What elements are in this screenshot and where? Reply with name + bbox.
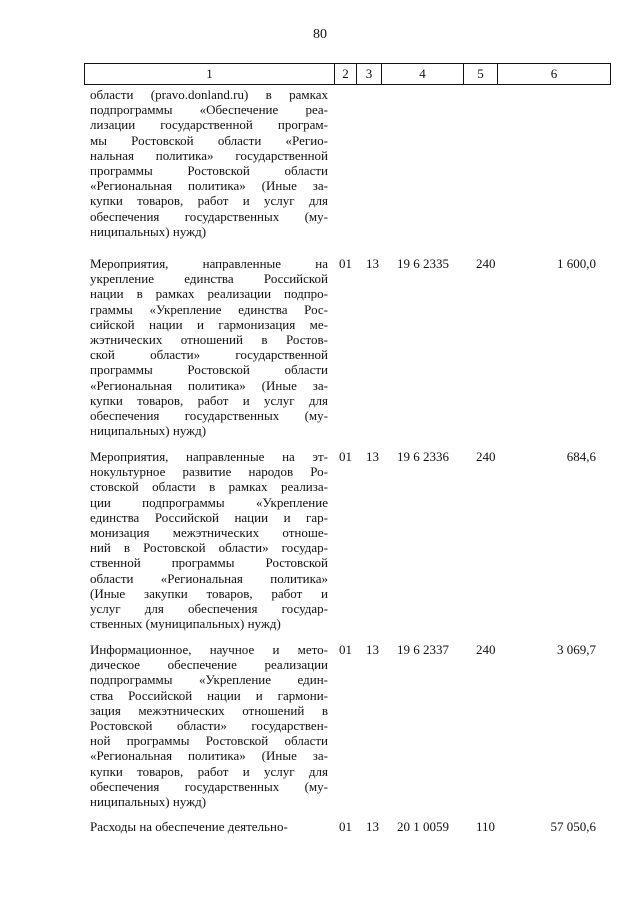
description-line: лизации государственной програм- — [90, 117, 328, 133]
expense-type-code: 110 — [476, 819, 496, 834]
subsection-code: 13 — [366, 256, 379, 271]
expense-type-code: 240 — [476, 642, 496, 657]
subsection-code: 13 — [366, 642, 379, 657]
description-line: обеспечения государственных (му- — [90, 408, 328, 424]
target-article-code: 19 6 2336 — [397, 449, 449, 464]
header-col-5: 5 — [464, 64, 498, 84]
description-line: купки товаров, работ и услуг для — [90, 392, 328, 408]
description-line: обеспечения государственных (му- — [90, 778, 328, 794]
table-header — [84, 63, 611, 85]
header-col-1: 1 — [85, 64, 335, 84]
description-line: нокультурное развитие народов Ро- — [90, 464, 328, 480]
description-line: монизация межэтнических отноше- — [90, 525, 328, 541]
description-line: ской области» государственной — [90, 347, 328, 363]
description-line: программы Ростовской области — [90, 163, 328, 179]
row-description — [90, 256, 328, 438]
description-line: программы Ростовской области — [90, 362, 328, 378]
description-line: зация межэтнических отношений в — [90, 702, 328, 718]
target-article-code: 19 6 2335 — [397, 256, 449, 271]
description-line: нальная политика» государственной — [90, 147, 328, 163]
section-code: 01 — [339, 256, 352, 271]
description-line: ной программы Ростовской области — [90, 733, 328, 749]
description-line: ний в Ростовской области» государ- — [90, 540, 328, 556]
description-line: ниципальных) нужд) — [90, 423, 207, 439]
description-line: обеспечения государственных (му- — [90, 208, 328, 224]
description-line: стовской области в рамках реализа- — [90, 479, 328, 495]
row-description — [90, 819, 328, 834]
description-line: ства Российской нации и гармони- — [90, 687, 328, 703]
amount: 1 600,0 — [557, 256, 596, 271]
amount: 57 050,6 — [550, 819, 596, 834]
header-col-2: 2 — [335, 64, 357, 84]
target-article-code: 19 6 2337 — [397, 642, 449, 657]
description-line: Информационное, научное и мето- — [90, 642, 328, 657]
description-line: мы Ростовской области «Регио- — [90, 132, 328, 148]
header-col-6: 6 — [550, 66, 558, 81]
section-code: 01 — [339, 449, 352, 464]
description-line: купки товаров, работ и услуг для — [90, 763, 328, 779]
expense-type-code: 240 — [476, 256, 496, 271]
row-description — [90, 87, 328, 239]
description-line: ственной программы Ростовской — [90, 555, 328, 571]
description-line: купки товаров, работ и услуг для — [90, 193, 328, 209]
description-line: Мероприятия, направленные на — [90, 256, 328, 271]
row-description — [90, 642, 328, 809]
description-line: (Иные закупки товаров, работ и — [90, 585, 328, 601]
description-line: ственных (муниципальных) нужд) — [90, 616, 281, 632]
header-col-4: 4 — [382, 64, 464, 84]
description-line: услуг для обеспечения государ- — [90, 601, 328, 617]
description-line: дическое обеспечение реализации — [90, 657, 328, 673]
description-line: области «Региональная политика» — [90, 570, 328, 586]
description-line: нации в рамках реализации подпро- — [90, 286, 328, 302]
section-code: 01 — [339, 642, 352, 657]
description-line: «Региональная политика» (Иные за- — [90, 377, 328, 393]
description-line: ниципальных) нужд) — [90, 223, 207, 239]
description-line: ниципальных) нужд) — [90, 794, 207, 810]
amount: 684,6 — [566, 449, 596, 464]
description-line: ции подпрограммы «Укрепление — [90, 494, 328, 510]
description-line: сийской нации и гармонизация ме- — [90, 316, 328, 332]
description-line: Ростовской области» государствен- — [90, 718, 328, 734]
expense-type-code: 240 — [476, 449, 496, 464]
header-col-3: 3 — [357, 64, 382, 84]
description-line: области (pravo.donland.ru) в рамках — [90, 87, 328, 102]
description-line: «Региональная политика» (Иные за- — [90, 178, 328, 194]
row-description — [90, 449, 328, 631]
page-number: 80 — [313, 27, 327, 42]
description-line: подпрограммы «Укрепление един- — [90, 672, 328, 688]
section-code: 01 — [339, 819, 352, 834]
description-line: единства Российской нации и гар- — [90, 509, 328, 525]
amount: 3 069,7 — [557, 642, 596, 657]
description-line: Мероприятия, направленные на эт- — [90, 449, 328, 464]
description-line: укрепление единства Российской — [90, 271, 328, 287]
description-line: «Региональная политика» (Иные за- — [90, 748, 328, 764]
target-article-code: 20 1 0059 — [397, 819, 449, 834]
description-line: жэтнических отношений в Ростов- — [90, 332, 328, 348]
description-line: граммы «Укрепление единства Рос- — [90, 301, 328, 317]
subsection-code: 13 — [366, 819, 379, 834]
description-line: подпрограммы «Обеспечение реа- — [90, 102, 328, 118]
subsection-code: 13 — [366, 449, 379, 464]
description-line: Расходы на обеспечение деятельно- — [90, 819, 288, 834]
